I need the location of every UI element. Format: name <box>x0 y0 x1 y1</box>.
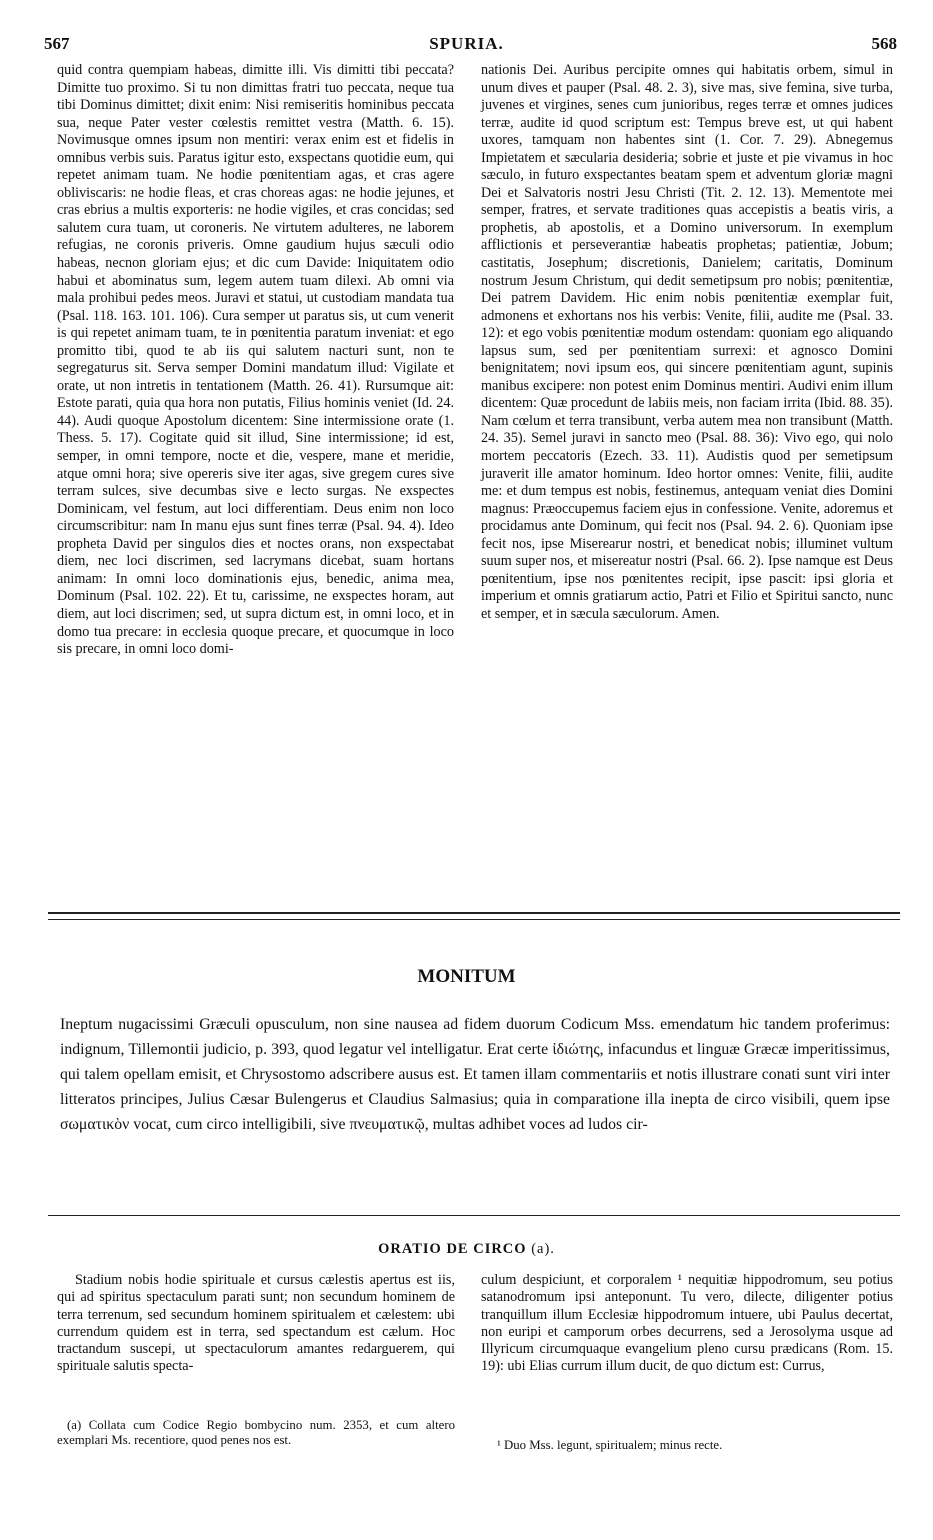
paragraph: quid contra quempiam habeas, dimitte illi. Vis dimitti tibi peccata? Dimitte tuo proximo. Si tu non dimittas fratri tuo peccata, neque tua tibi Dominus dimittet; dixit enim: Nisi remiseritis hominibus peccata sua, neque Pater vester cœlestis remittet vestra (Matth. 6. 15). Novimusque omnes ipsum non mentiri: verax enim est et fidelis in omnibus verbis suis. Paratus igitur esto, exspectans quotidie eum, qui repetet animam tuam. Ne hodie pœnitentiam agas, et cras agere obliviscaris: ne hodie fleas, et cras choreas agas: ne hodie jejunes, et cras ebrius a multis exporteris: ne hodie vigiles, et cras concidas; sed salutem cura tuam, ut coroneris. Ne virtutem adulteres, ne laborem refugias, ne coronis priveris. Omne gaudium hujus sæculi odio habeas, necnon gloriam ejus; et dic cum Davide: Iniquitatem odio habui et abominatus sum, legem autem tuam dilexi. Ab omni via mala prohibui pedes meos. Juravi et statui, ut custodiam mandata tua (Psal. 118. 163. 101. 106). Cura semper ut paratus sis, ut cum venerit is qui repetet animam tuam, te in pœnitentia paratum inveniat: et ego promitto tibi, quod te ab iis qui salutem nacturi sunt, non te segregaturus sit. Serva semper Domini mandatum illud: Vigilate et orate, ut non intretis in tentationem (Matth. 26. 41). Rursumque ait: Estote parati, quia qua hora non putatis, Filius hominis veniet (Id. 24. 44). Audi quoque Apostolum dicentem: Sine intermissione orate (1. Thess. 5. 17). Cogitate quid sit illud, Sine intermissione; id est, semper, in omni tempore, nocte et die, vespere, mane et meridie, atque omni hora; sive opereris sive iter agas, sive gregem cures sive terram sulces, sive decumbas sive e lecto surgas. Ne exspectes Dominicam, vel festum, aut loci differentiam. Deus enim non loco circumscribitur: nam In manu ejus sunt fines terræ (Psal. 94. 4). Ideo propheta David per singulos dies et noctes orans, non exspectabat diem, nec loci discrimen, sed lacrymans dicebat, suam hortans animam: In omni loco dominationis ejus, benedic, anima mea, Dominum (Psal. 102. 22). Et tu, carissime, ne exspectes horam, aut diem, aut loci discrimen; sed, ut supra dictum est, in omni loco, et in domo tua precare: in ecclesia quoque precare, et quocumque in loco sis precare, in omni loco domi- <box>57 62 454 658</box>
oratio-note-mark: (a). <box>531 1241 555 1257</box>
footnote-left <box>57 1418 455 1448</box>
running-title: SPURIA. <box>429 34 504 53</box>
page-number-left: 567 <box>44 34 70 53</box>
text-column-right <box>481 62 893 624</box>
oratio-column-left <box>57 1272 455 1376</box>
paragraph: nationis Dei. Auribus percipite omnes qui habitatis orbem, simul in unum dives et pauper (Psal. 48. 2. 3), sive mas, sive femina, sive turba, juvenes et virgines, senes cum junioribus, reges terræ et omnes judices terræ, audite id quod scriptum est: Tempus breve est, ut qui habent uxores, tamquam non habentes sint (1. Cor. 7. 29). Abnegemus Impietatem et sæcularia desideria; sobrie et juste et pie vivamus in hoc sæculo, in futuro exspectantes beatam spem et adventum gloriæ magni Dei et Salvatoris nostri Jesu Christi (Tit. 2. 12. 13). Mementote mei semper, fratres, et servate traditiones quas accepistis a beatis viris, a prophetis, ab apostolis, et a Domino universorum. In exemplum afflictionis et perseverantiæ habeatis prophetas; patientiæ, Jobum; castitatis, Josephum; discretionis, Danielem; caritatis, Dominum nostrum Jesum Christum, qui dedit semetipsum pro nobis; pœnitentiæ, Dei patrem Davidem. Hic enim nobis pœnitentiæ exemplar fuit, admonens et exhortans nos his verbis: Venite, filii, audite me (Psal. 33. 12): et ego vobis pœnitentiæ modum ostendam: quoniam ego aliquando lapsus sum, sed per pœnitentiam surrexi: et agnosco Domini benignitatem; novi ipsum eos, qui sincere pœnitentiam agunt, supinis manibus excipere: non potest enim Dominus mentiri. Audivi enim illum dicentem: Quæ procedunt de labiis meis, non faciam irrita (Ibid. 88. 35). Nam cœlum et terra transibunt, verba autem mea non transibunt (Matth. 24. 35). Semel juravi in sancto meo (Psal. 88. 36): Vivo ego, qui nolo mortem peccatoris (Ezech. 33. 11). Audistis quod per semetipsum juraverit ille amator hominum. Ideo hortor omnes: Venite, filii, audite me: et dum tempus est nobis, festinemus, antequam veniat dies Domini magnus: Præoccupemus faciem ejus in confessione. Venite, adoremus et procidamus ante Dominum, qui fecit nos (Psal. 94. 2. 6). Quoniam ipse fecit nos, ipse Miserearur nostri, et benedicat nobis; illuminet vultum suum super nos, et misereatur nostri (Psal. 66. 2). Ipse namque est Deus pœnitentium, ipse nos pœnitentes recipit, ipse pascit: ipsi gloria et imperium et omnis gratiarum actio, Patri et Filio et Spiritui sancto, nunc et semper, et in sæcula sæculorum. Amen. <box>481 62 893 622</box>
running-header <box>0 34 933 56</box>
oratio-heading <box>0 1241 933 1258</box>
text-column-left <box>57 62 454 659</box>
monitum-text <box>60 1012 890 1137</box>
oratio-title: ORATIO DE CIRCO <box>378 1241 527 1257</box>
section-divider <box>48 1215 900 1216</box>
footnote-text: ¹ Duo Mss. legunt, spiritualem; minus recte. <box>497 1438 723 1452</box>
oratio-column-right <box>481 1272 893 1376</box>
footnote-right <box>481 1438 893 1453</box>
page-number-right: 568 <box>871 34 897 53</box>
section-divider-thick <box>48 912 900 914</box>
monitum-heading: MONITUM <box>417 966 516 987</box>
footnote-text: (a) Collata cum Codice Regio bombycino num. 2353, et cum altero exemplari Ms. recentiore, quod penes nos est. <box>57 1418 455 1447</box>
paragraph: culum despiciunt, et corporalem ¹ nequitiæ hippodromum, seu potius satanodromum ipsi anteponunt. Tu vero, dilecte, diligenter potius tranquillum illum Ecclesiæ hippodromum intuere, ubi Paulus decertat, non euripi et camporum orbes decurrens, sed a Jerosolyma usque ad Illyricum circumquaque evangelium pleno cursu prædicans (Rom. 15. 19): ubi Elias currum illum ducit, de quo dictum est: Currus, <box>481 1272 893 1375</box>
monitum-paragraph: Ineptum nugacissimi Græculi opusculum, non sine nausea ad fidem duorum Codicum Mss. emendatum hic tandem proferimus: indignum, Tillemontii judicio, p. 393, quod legatur vel intelligatur. Erat certe ἰδιώτης, infacundus et linguæ Græcæ imperitissimus, qui talem opellam emisit, et Chrysostomo adscribere ausus est. Et tamen illam commentariis et notis illustrare conati sunt viri inter litteratos principes, Julius Cæsar Bulengerus et Claudius Salmasius; quia in comparatione illa inepta de circo visibili, quem ipse σωματικὸν vocat, cum circo intelligibili, sive πνευματικῷ, multas adhibet voces ad ludos cir- <box>60 1016 890 1133</box>
section-divider-thin <box>48 919 900 920</box>
paragraph: Stadium nobis hodie spirituale et cursus cælestis apertus est iis, qui ad spiritus spectaculum parati sunt; non secundum hominem de terra terrenum, sed secundum hominem spiritualem et cælestem: ubi currendum quidem est in terra, sed spectandum est cælum. Hoc tractandum suscepi, ut spectaculorum amantes redarguerem, qui spirituale salutis specta- <box>57 1272 455 1375</box>
